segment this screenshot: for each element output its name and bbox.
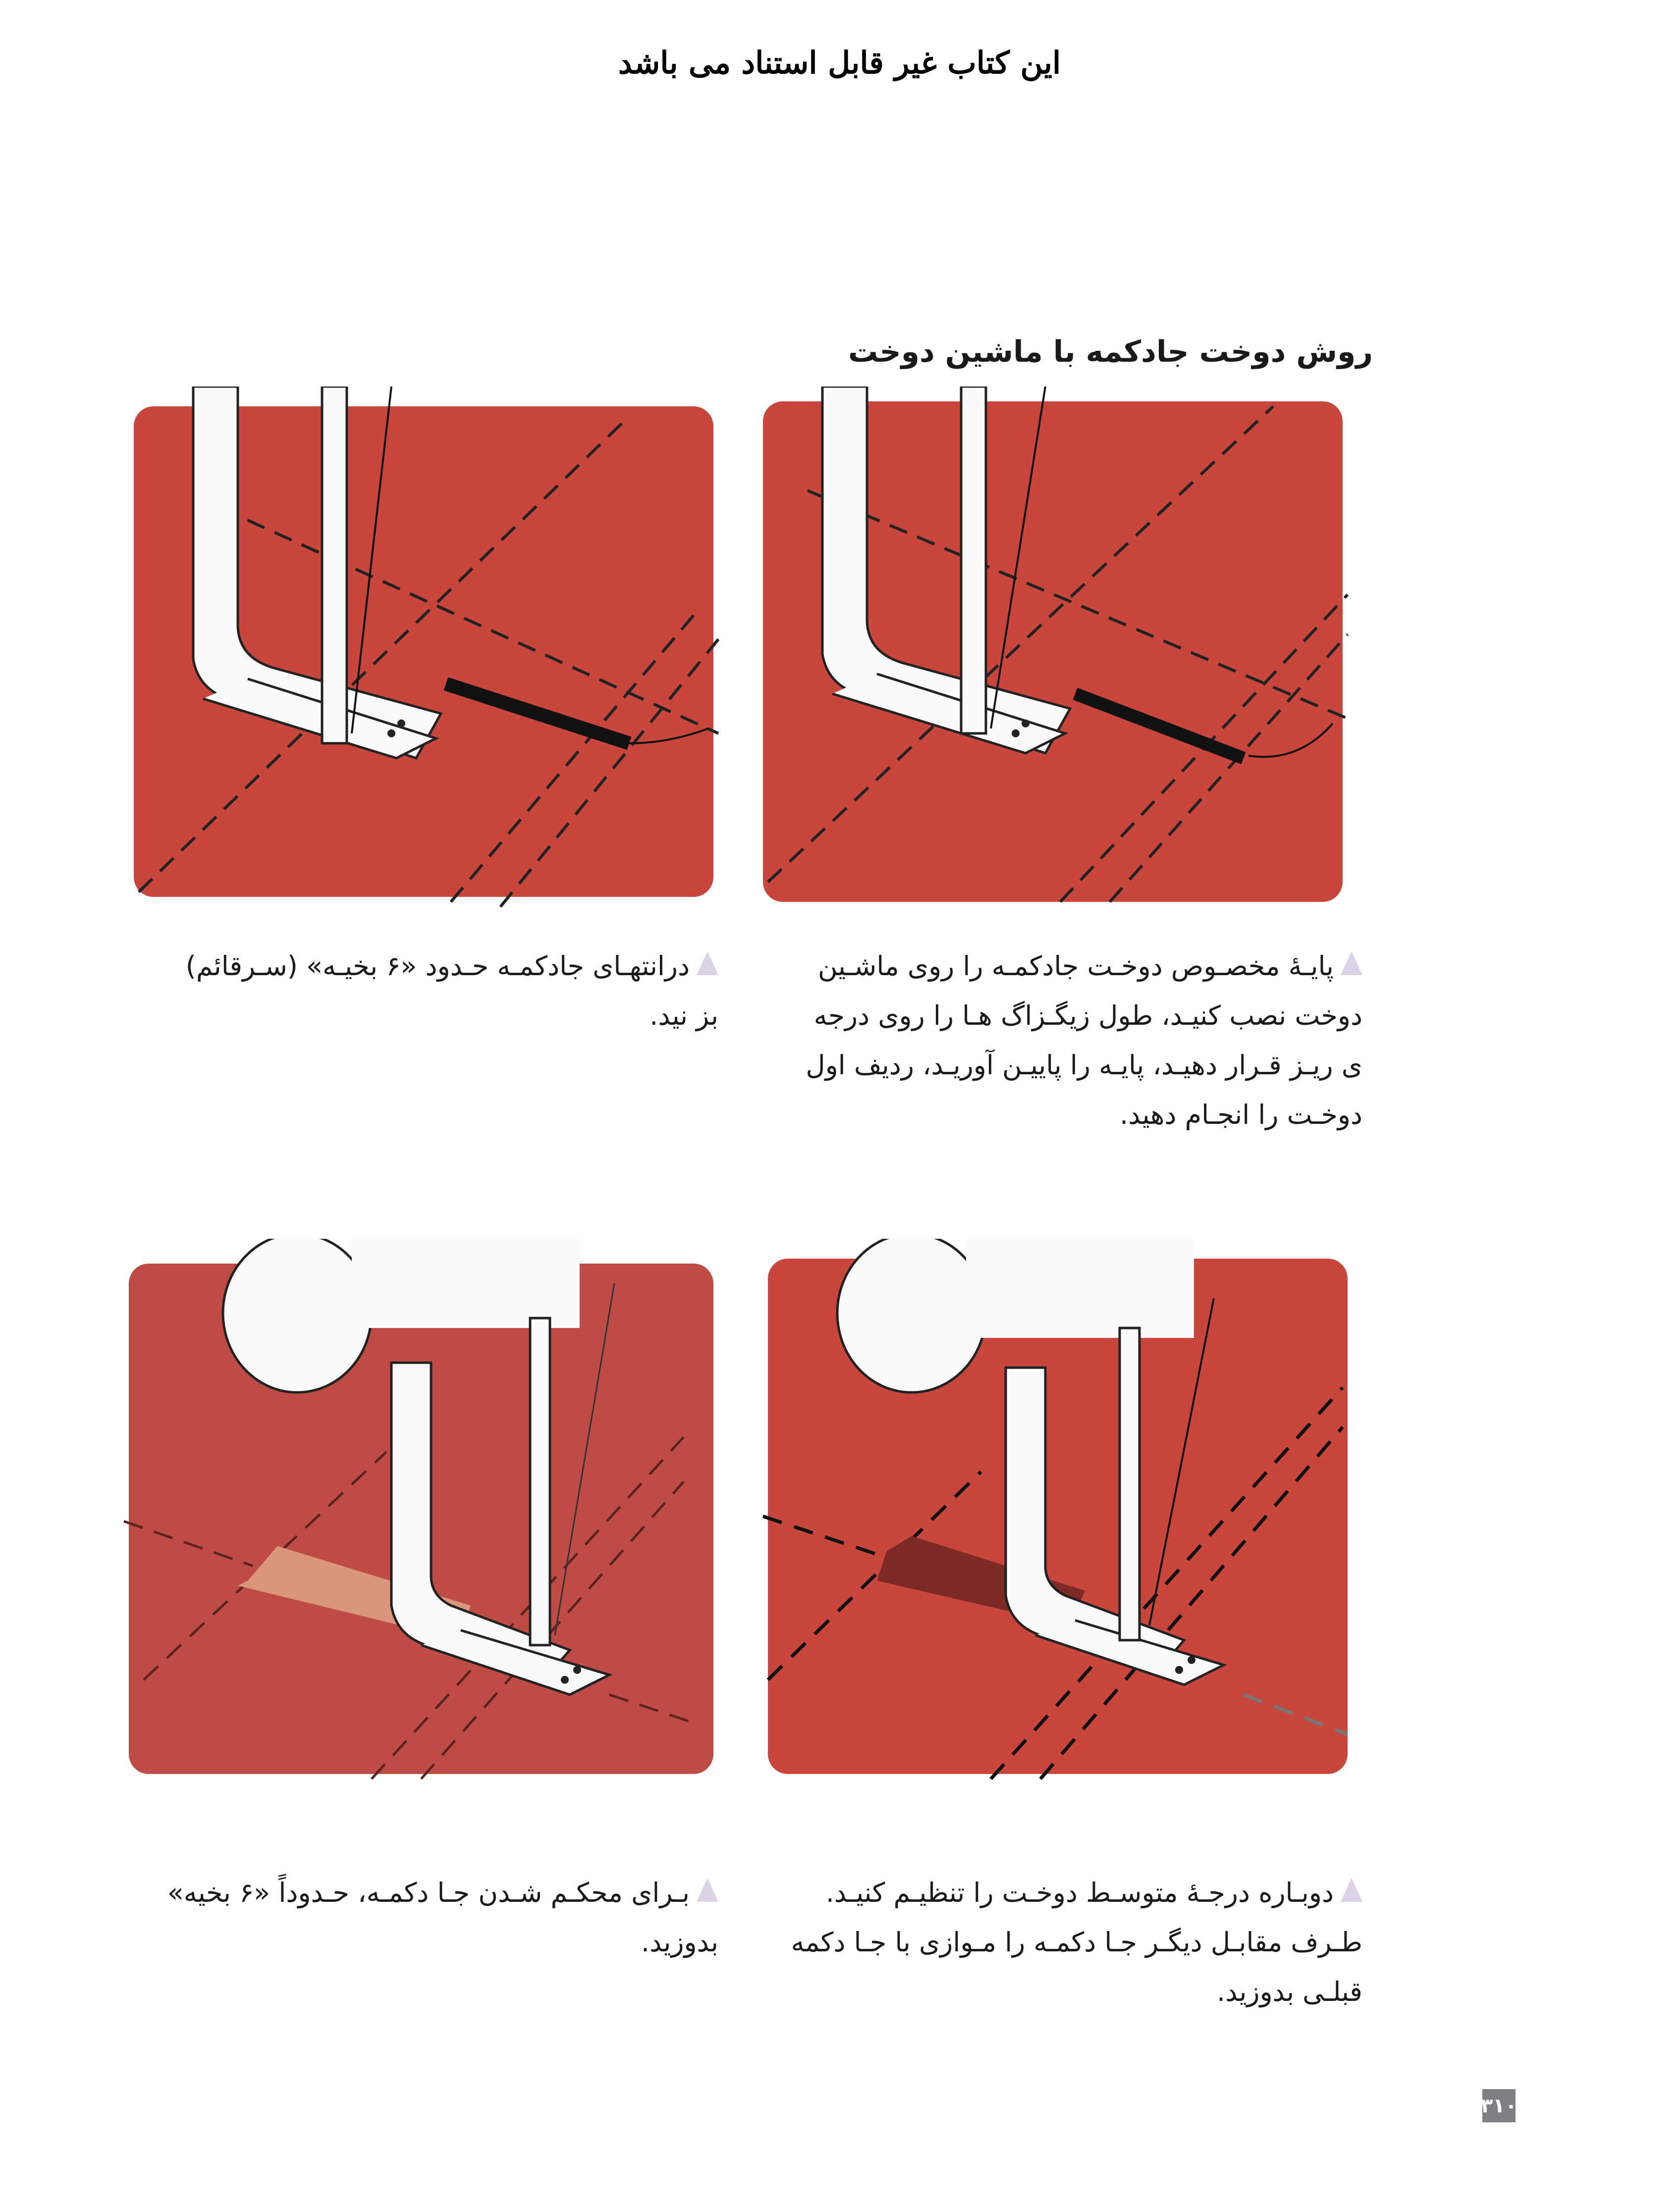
triangle-bullet-icon <box>697 1878 718 1902</box>
triangle-bullet-icon <box>1341 1878 1362 1902</box>
sewing-foot-illustration <box>114 387 723 912</box>
figure-buttonhole-step-4 <box>114 1239 723 1784</box>
sewing-foot-illustration <box>748 387 1357 912</box>
figure-buttonhole-step-3 <box>748 1239 1357 1784</box>
section-title: روش دوخت جادکمه با ماشین دوخت <box>848 334 1373 369</box>
sewing-foot-illustration <box>114 1239 723 1784</box>
figure-buttonhole-step-2 <box>114 387 723 912</box>
caption-step-4: بـرای محکـم شـدن جـا دکمـه، حـدوداً «۶ بخیه» بدوزید. <box>167 1877 718 1958</box>
caption-step-2: درانتهـای جادکمـه حـدود «۶ بخیـه» (سـرقائم) بز نید. <box>185 950 718 1031</box>
triangle-bullet-icon <box>697 951 718 975</box>
sewing-foot-illustration <box>748 1239 1357 1784</box>
triangle-bullet-icon <box>1341 951 1362 975</box>
figure-buttonhole-step-1 <box>748 387 1357 912</box>
disclaimer-notice: این کتاب غیر قابل استناد می باشد <box>618 45 1061 81</box>
page-number-badge: ۳۱۰ <box>1482 2089 1516 2122</box>
caption-step-1: پایـهٔ مخصـوص دوخـت جادکمـه را روی ماشـین دوخت نصب کنیـد، طول زیگـزاگ هـا را روی درجه ی ریـز قـرار دهیـد، پایـه را پاییـن آوریـد، ردیف اول دوخـت را انجـام دهید. <box>806 950 1362 1130</box>
caption-step-3: دوبـاره درجـهٔ متوسـط دوخـت را تنظیـم کنیـد. طـرف مقابـل دیگـر جـا دکمـه را مـوازی با جـا دکمه قبلـی بدوزید. <box>791 1877 1362 2007</box>
